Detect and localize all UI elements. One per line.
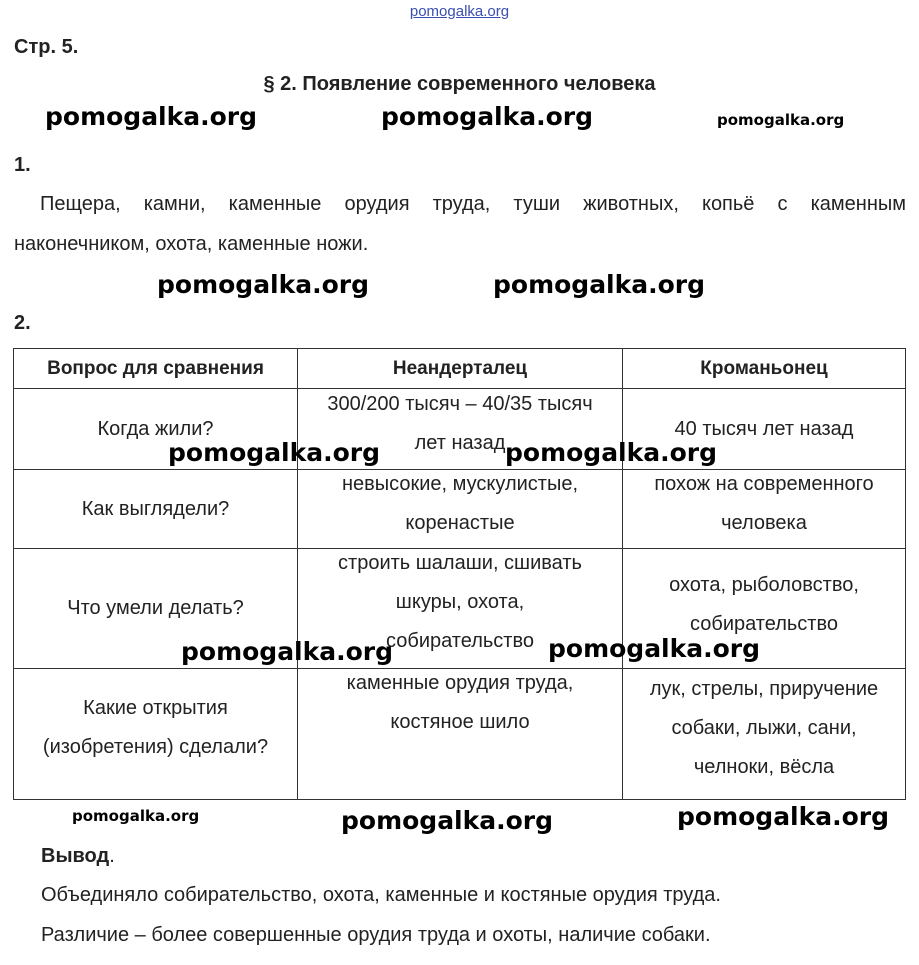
conclusion-title-punct: . xyxy=(109,845,115,867)
section-title-text: § 2. Появление современного человека xyxy=(263,73,656,95)
watermark: pomogalka.org xyxy=(493,270,706,299)
cell-line: строить шалаши, сшивать xyxy=(338,552,582,574)
watermark: pomogalka.org xyxy=(381,102,594,131)
table-cell-neanderthal xyxy=(298,465,622,548)
cell-line: шкуры, охота, xyxy=(395,591,525,613)
conclusion-line2: Различие – более совершенные орудия труда и охоты, наличие собаки. xyxy=(41,924,711,946)
cell-line: Какие открытия xyxy=(83,697,228,719)
cell-line: лук, стрелы, приручение xyxy=(649,678,879,700)
cell-line: Когда жили? xyxy=(97,417,214,440)
task1-number: 1. xyxy=(14,154,31,176)
top-watermark-link[interactable]: pomogalka.org xyxy=(409,3,510,20)
cell-line: коренастые xyxy=(405,512,515,534)
cell-line: собирательство xyxy=(386,630,534,652)
task1-text-line1: Пещера, камни, каменные орудия труда, туши животных, копьё с каменным xyxy=(40,193,906,215)
cell-line: Что умели делать? xyxy=(67,597,244,619)
watermark: pomogalka.org xyxy=(505,438,718,467)
page-label: Стр. 5. xyxy=(14,36,79,58)
table-header-question: Вопрос для сравнения xyxy=(47,358,264,379)
cell-line: костяное шило xyxy=(390,711,530,733)
watermark: pomogalka.org xyxy=(72,807,200,825)
cell-line: собаки, лыжи, сани, xyxy=(671,717,857,739)
conclusion-heading xyxy=(41,845,115,868)
table-cell-question xyxy=(14,669,297,787)
cell-line: похож на современного xyxy=(654,473,874,495)
comparison-table xyxy=(13,348,906,800)
cell-line: Как выглядели? xyxy=(81,497,230,520)
task1-text-line2: наконечником, охота, каменные ножи. xyxy=(14,233,369,255)
table-cell-neanderthal xyxy=(298,664,622,799)
table-cell-cromagnon xyxy=(623,465,905,548)
watermark: pomogalka.org xyxy=(45,102,258,131)
watermark: pomogalka.org xyxy=(157,270,370,299)
task2-number: 2. xyxy=(14,312,31,334)
cell-line: каменные орудия труда, xyxy=(346,672,574,694)
watermark: pomogalka.org xyxy=(548,634,761,663)
table-header-cromagnon: Кроманьонец xyxy=(700,358,828,379)
cell-line: челноки, вёсла xyxy=(693,756,835,778)
cell-line: охота, рыболовство, xyxy=(669,574,859,596)
cell-line: человека xyxy=(721,512,807,534)
table-cell-cromagnon xyxy=(623,670,905,799)
cell-line: собирательство xyxy=(690,613,838,635)
watermark: pomogalka.org xyxy=(677,802,890,831)
watermark: pomogalka.org xyxy=(341,806,554,835)
table-cell-question xyxy=(14,470,297,548)
table-header-neanderthal: Неандерталец xyxy=(392,358,528,379)
conclusion-line1: Объединяло собирательство, охота, каменные и костяные орудия труда. xyxy=(41,884,721,906)
cell-line: (изобретения) сделали? xyxy=(42,736,269,758)
conclusion-title: Вывод xyxy=(41,845,110,867)
cell-line: 40 тысяч лет назад xyxy=(674,417,854,440)
cell-line: лет назад xyxy=(414,432,506,454)
cell-line: невысокие, мускулистые, xyxy=(341,473,578,495)
watermark: pomogalka.org xyxy=(717,111,845,129)
watermark: pomogalka.org xyxy=(168,438,381,467)
cell-line: 300/200 тысяч – 40/35 тысяч xyxy=(327,393,593,415)
section-title xyxy=(0,73,919,96)
watermark: pomogalka.org xyxy=(181,637,394,666)
